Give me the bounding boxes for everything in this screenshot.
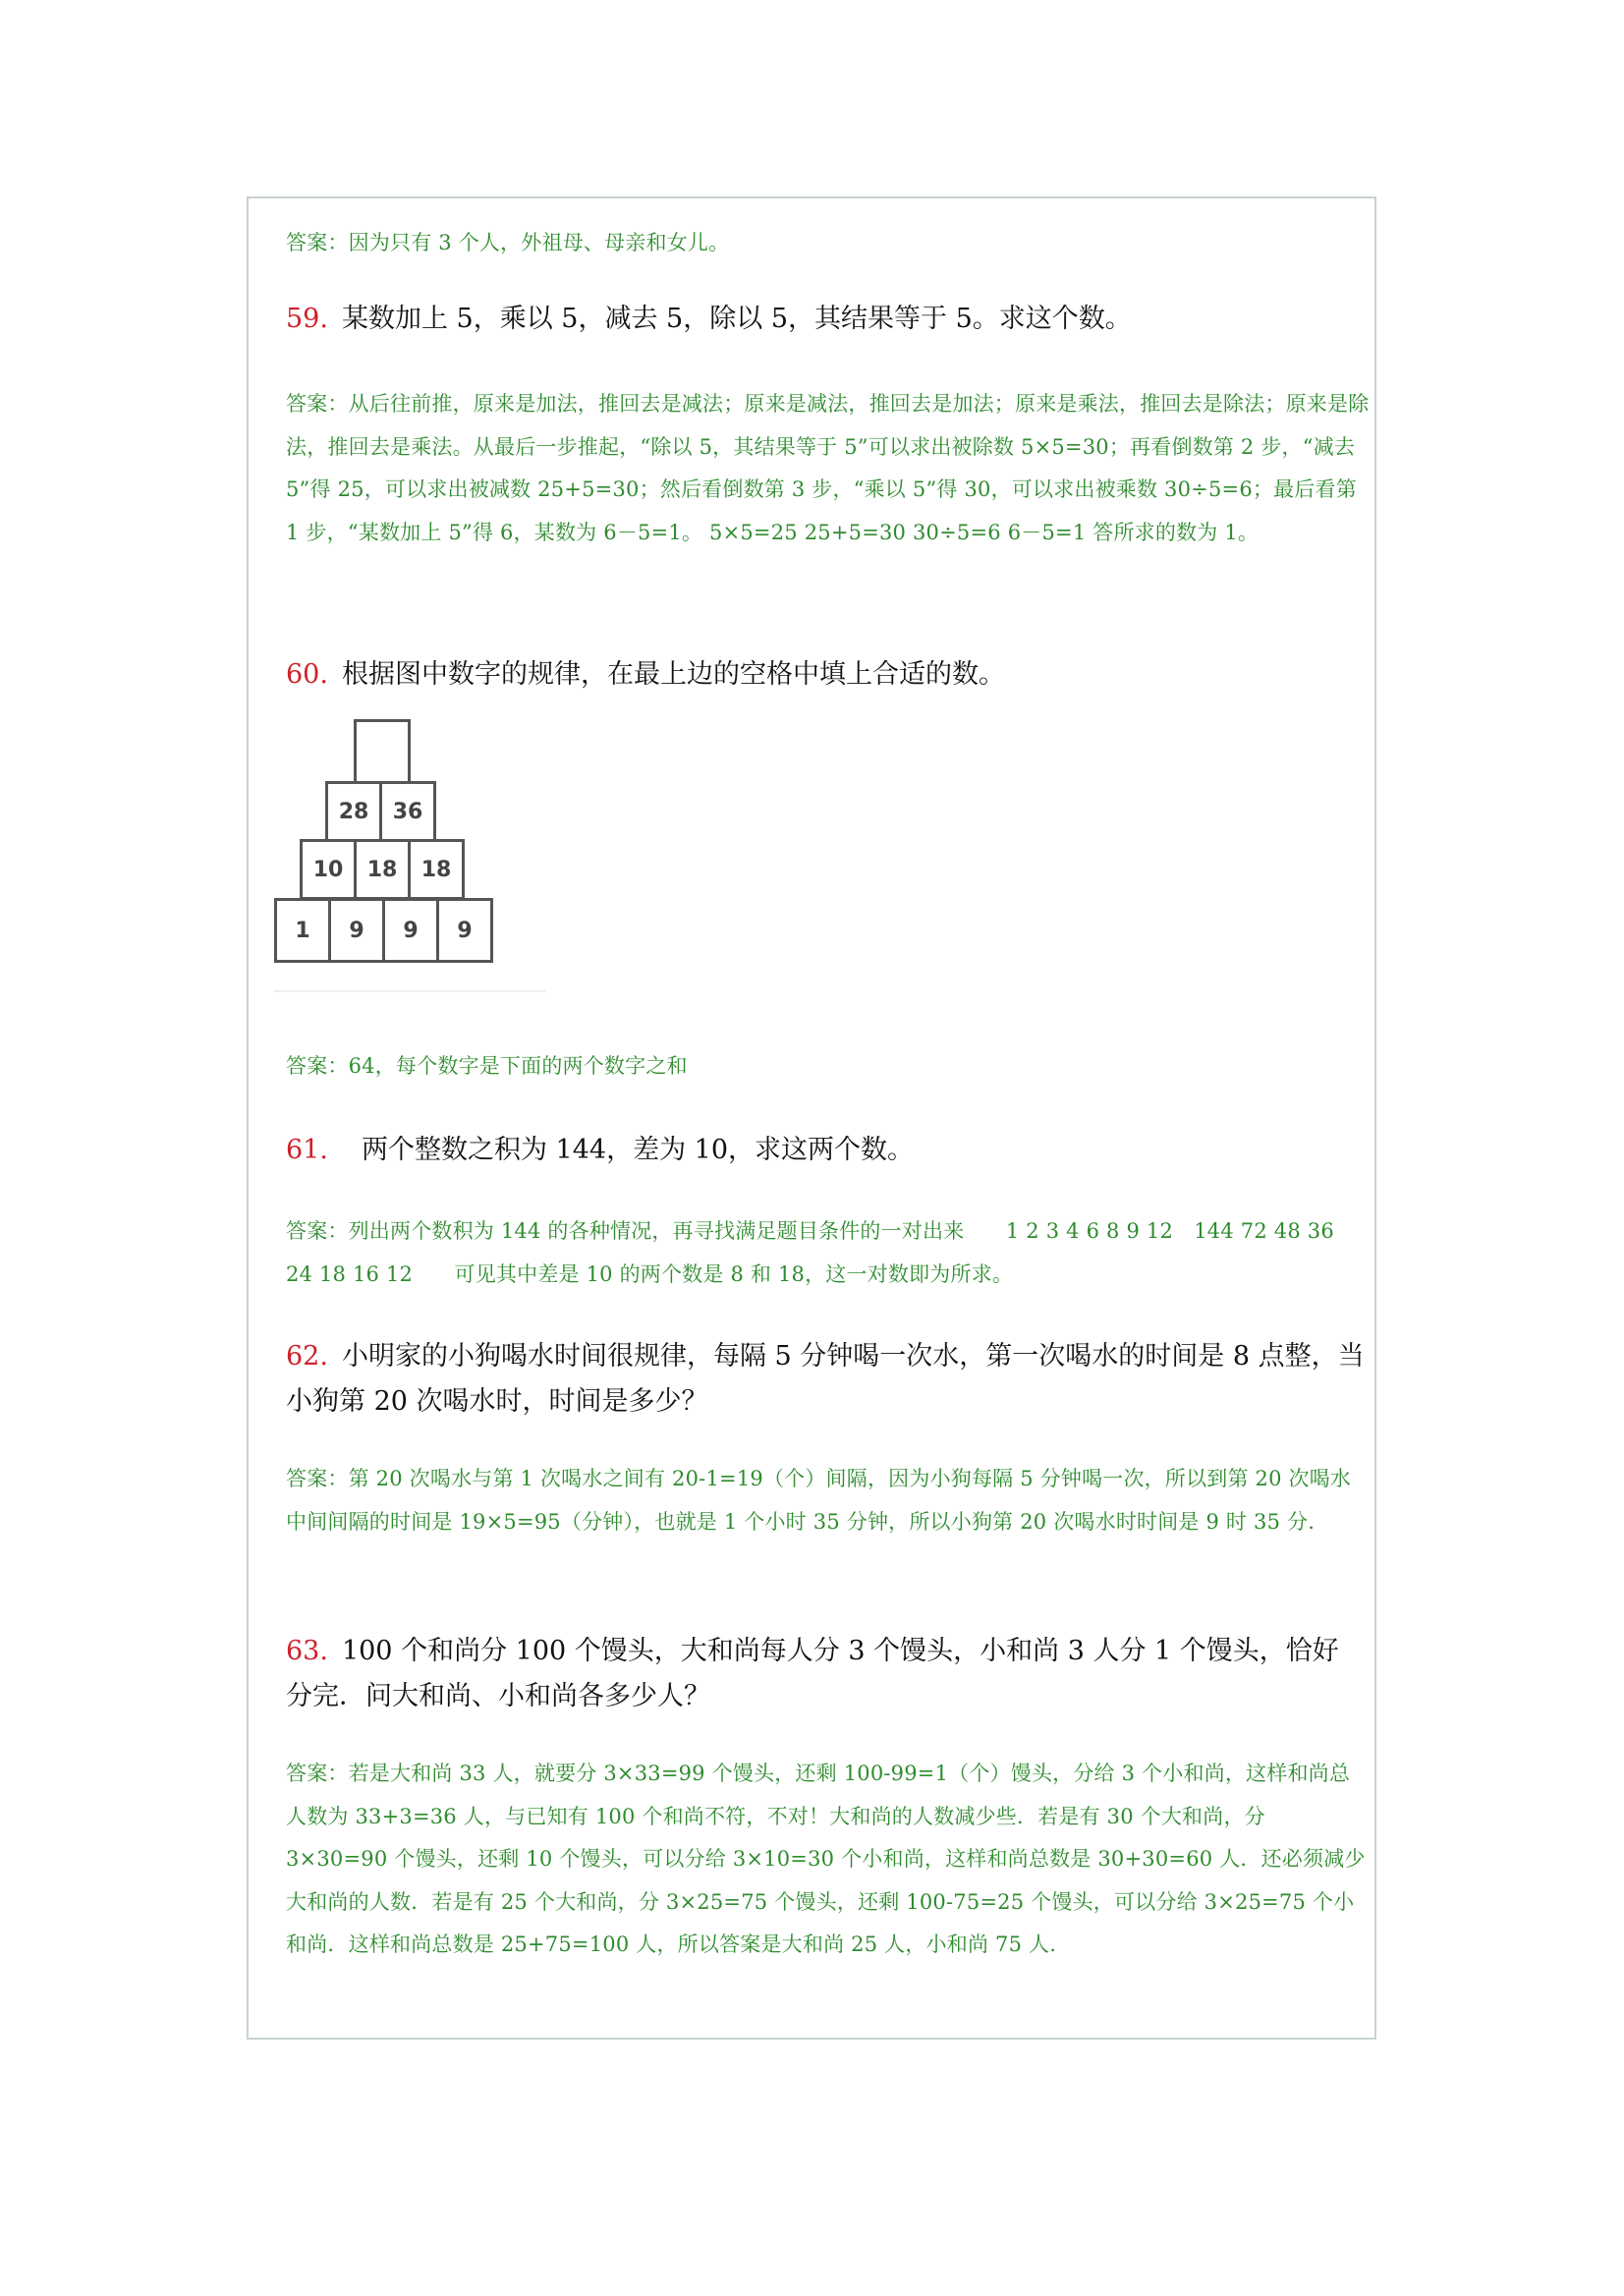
question-61 (286, 1128, 1365, 1173)
number-pyramid-figure (280, 719, 545, 994)
question-59 (286, 297, 1365, 342)
question-62 (286, 1334, 1365, 1425)
pyramid-cell: 18 (408, 839, 465, 900)
question-number: 62. (286, 1341, 328, 1372)
answer-59: 答案：从后往前推，原来是加法，推回去是减法；原来是减法，推回去是加法；原来是乘法，推回去是除法；原来是除法，推回去是乘法。从最后一步推起，“除以 5，其结果等于 5”可以求出被除数 5×5=30；再看倒数第 2 步，“减去 5”得 25，可以求出被减数 25+5=30；然后看倒数第 3 步，“乘以 5”得 30，可以求出被乘数 30÷5=6；最后看第 1 步，“某数加上 5”得 6，某数为 6－5=1。 5×5=25 25+5=30 30÷5=6 6－5=1 答所求的数为 1。 (286, 392, 1370, 544)
pyramid-cell: 9 (328, 898, 385, 963)
pyramid-cell: 36 (379, 781, 436, 842)
question-63 (286, 1629, 1365, 1719)
answer-62: 答案：第 20 次喝水与第 1 次喝水之间有 20-1=19（个）间隔，因为小狗每隔 5 分钟喝一次，所以到第 20 次喝水中间间隔的时间是 19×5=95（分钟），也就是 1 个小时 35 分钟，所以小狗第 20 次喝水时时间是 9 时 35 分. (286, 1467, 1352, 1534)
pyramid-cell: 9 (382, 898, 439, 963)
answer-61: 答案：列出两个数积为 144 的各种情况，再寻找满足题目条件的一对出来 1 2 3 4 6 8 9 12 144 72 48 36 24 18 16 12 可见其中差是 10 的两个数是 8 和 18，这一对数即为所求。 (286, 1219, 1334, 1286)
answer-63: 答案：若是大和尚 33 人，就要分 3×33=99 个馒头，还剩 100-99=1（个）馒头，分给 3 个小和尚，这样和尚总人数为 33+3=36 人，与已知有 100 个和尚不符，不对！大和尚的人数减少些．若是有 30 个大和尚，分 3×30=90 个馒头，还剩 10 个馒头，可以分给 3×10=30 个小和尚，这样和尚总数是 30+30=60 人．还必须减少大和尚的人数．若是有 25 个大和尚，分 3×25=75 个馒头，还剩 100-75=25 个馒头，可以分给 3×25=75 个小和尚．这样和尚总数是 25+75=100 人，所以答案是大和尚 25 人，小和尚 75 人. (286, 1762, 1366, 1956)
question-number: 63. (286, 1636, 328, 1666)
answer-60: 答案：64，每个数字是下面的两个数字之和 (286, 1054, 688, 1078)
question-number: 59. (286, 304, 328, 334)
pyramid-cell: 28 (325, 781, 382, 842)
question-text: 根据图中数字的规律，在最上边的空格中填上合适的数。 (341, 659, 1005, 690)
answer-58: 答案：因为只有 3 个人，外祖母、母亲和女儿。 (286, 231, 730, 254)
question-text: 100 个和尚分 100 个馒头，大和尚每人分 3 个馒头，小和尚 3 人分 1 个馒头，恰好分完．问大和尚、小和尚各多少人？ (286, 1636, 1339, 1711)
document-frame (247, 196, 1376, 2040)
figure-divider (274, 990, 545, 992)
question-60 (286, 652, 1365, 698)
question-number: 60. (286, 659, 328, 690)
pyramid-cell-top-empty (354, 719, 411, 784)
pyramid-cell: 1 (274, 898, 331, 963)
question-text: 某数加上 5，乘以 5，减去 5，除以 5，其结果等于 5。求这个数。 (341, 304, 1132, 334)
pyramid-cell: 9 (436, 898, 493, 963)
question-number: 61. (286, 1135, 328, 1165)
question-text: 两个整数之积为 144，差为 10，求这两个数。 (361, 1135, 915, 1165)
pyramid-cell: 10 (300, 839, 357, 900)
question-text: 小明家的小狗喝水时间很规律，每隔 5 分钟喝一次水，第一次喝水的时间是 8 点整，当小狗第 20 次喝水时，时间是多少？ (286, 1341, 1365, 1417)
pyramid-cell: 18 (354, 839, 411, 900)
